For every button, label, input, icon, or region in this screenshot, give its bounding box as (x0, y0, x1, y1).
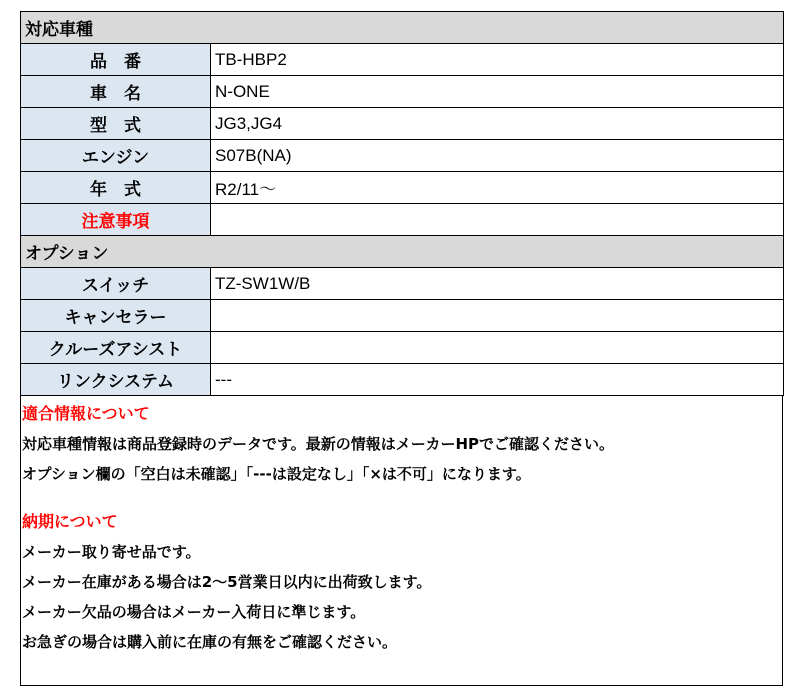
notes-section (22, 399, 780, 657)
table-row (21, 108, 784, 140)
fitment-info-line: オプション欄の「空白は未確認」「---は設定なし」「×は不可」になります。 (22, 465, 531, 483)
table-row (21, 204, 784, 236)
table-row (21, 268, 784, 300)
fitment-info-line: 対応車種情報は商品登録時のデータです。最新の情報はメーカーHPでご確認ください。 (22, 435, 615, 453)
value-model-year: R2/11～ (211, 172, 784, 204)
table-row (21, 76, 784, 108)
spec-table (20, 11, 784, 396)
value-car-name: N-ONE (211, 76, 784, 108)
spacer (22, 489, 780, 507)
value-canceller (211, 300, 784, 332)
value-link-system: --- (211, 364, 784, 396)
delivery-line: お急ぎの場合は購入前に在庫の有無をご確認ください。 (22, 633, 398, 651)
value-cruise-assist (211, 332, 784, 364)
label-model-code: 型 式 (21, 108, 211, 140)
label-model-year: 年 式 (21, 172, 211, 204)
section-row-options (21, 236, 784, 268)
label-switch: スイッチ (21, 268, 211, 300)
table-row (21, 140, 784, 172)
label-car-name: 車 名 (21, 76, 211, 108)
table-row (21, 364, 784, 396)
section-row-vehicle (21, 12, 784, 44)
section-heading-options: オプション (21, 236, 784, 268)
label-part-number: 品 番 (21, 44, 211, 76)
table-row (21, 44, 784, 76)
value-part-number: TB-HBP2 (211, 44, 784, 76)
value-cautions (211, 204, 784, 236)
table-row (21, 172, 784, 204)
value-switch: TZ-SW1W/B (211, 268, 784, 300)
label-canceller: キャンセラー (21, 300, 211, 332)
section-heading-vehicle: 対応車種 (21, 12, 784, 44)
value-model-code: JG3,JG4 (211, 108, 784, 140)
delivery-line: メーカー在庫がある場合は2～5営業日以内に出荷致します。 (22, 573, 432, 591)
delivery-line: メーカー欠品の場合はメーカー入荷日に準じます。 (22, 603, 366, 621)
value-engine: S07B(NA) (211, 140, 784, 172)
label-engine: エンジン (21, 140, 211, 172)
label-cautions: 注意事項 (21, 204, 211, 236)
table-row (21, 300, 784, 332)
fitment-info-heading: 適合情報について (22, 404, 150, 423)
label-link-system: リンクシステム (21, 364, 211, 396)
table-row (21, 332, 784, 364)
delivery-heading: 納期について (22, 512, 118, 531)
label-cruise-assist: クルーズアシスト (21, 332, 211, 364)
delivery-line: メーカー取り寄せ品です。 (22, 543, 201, 561)
